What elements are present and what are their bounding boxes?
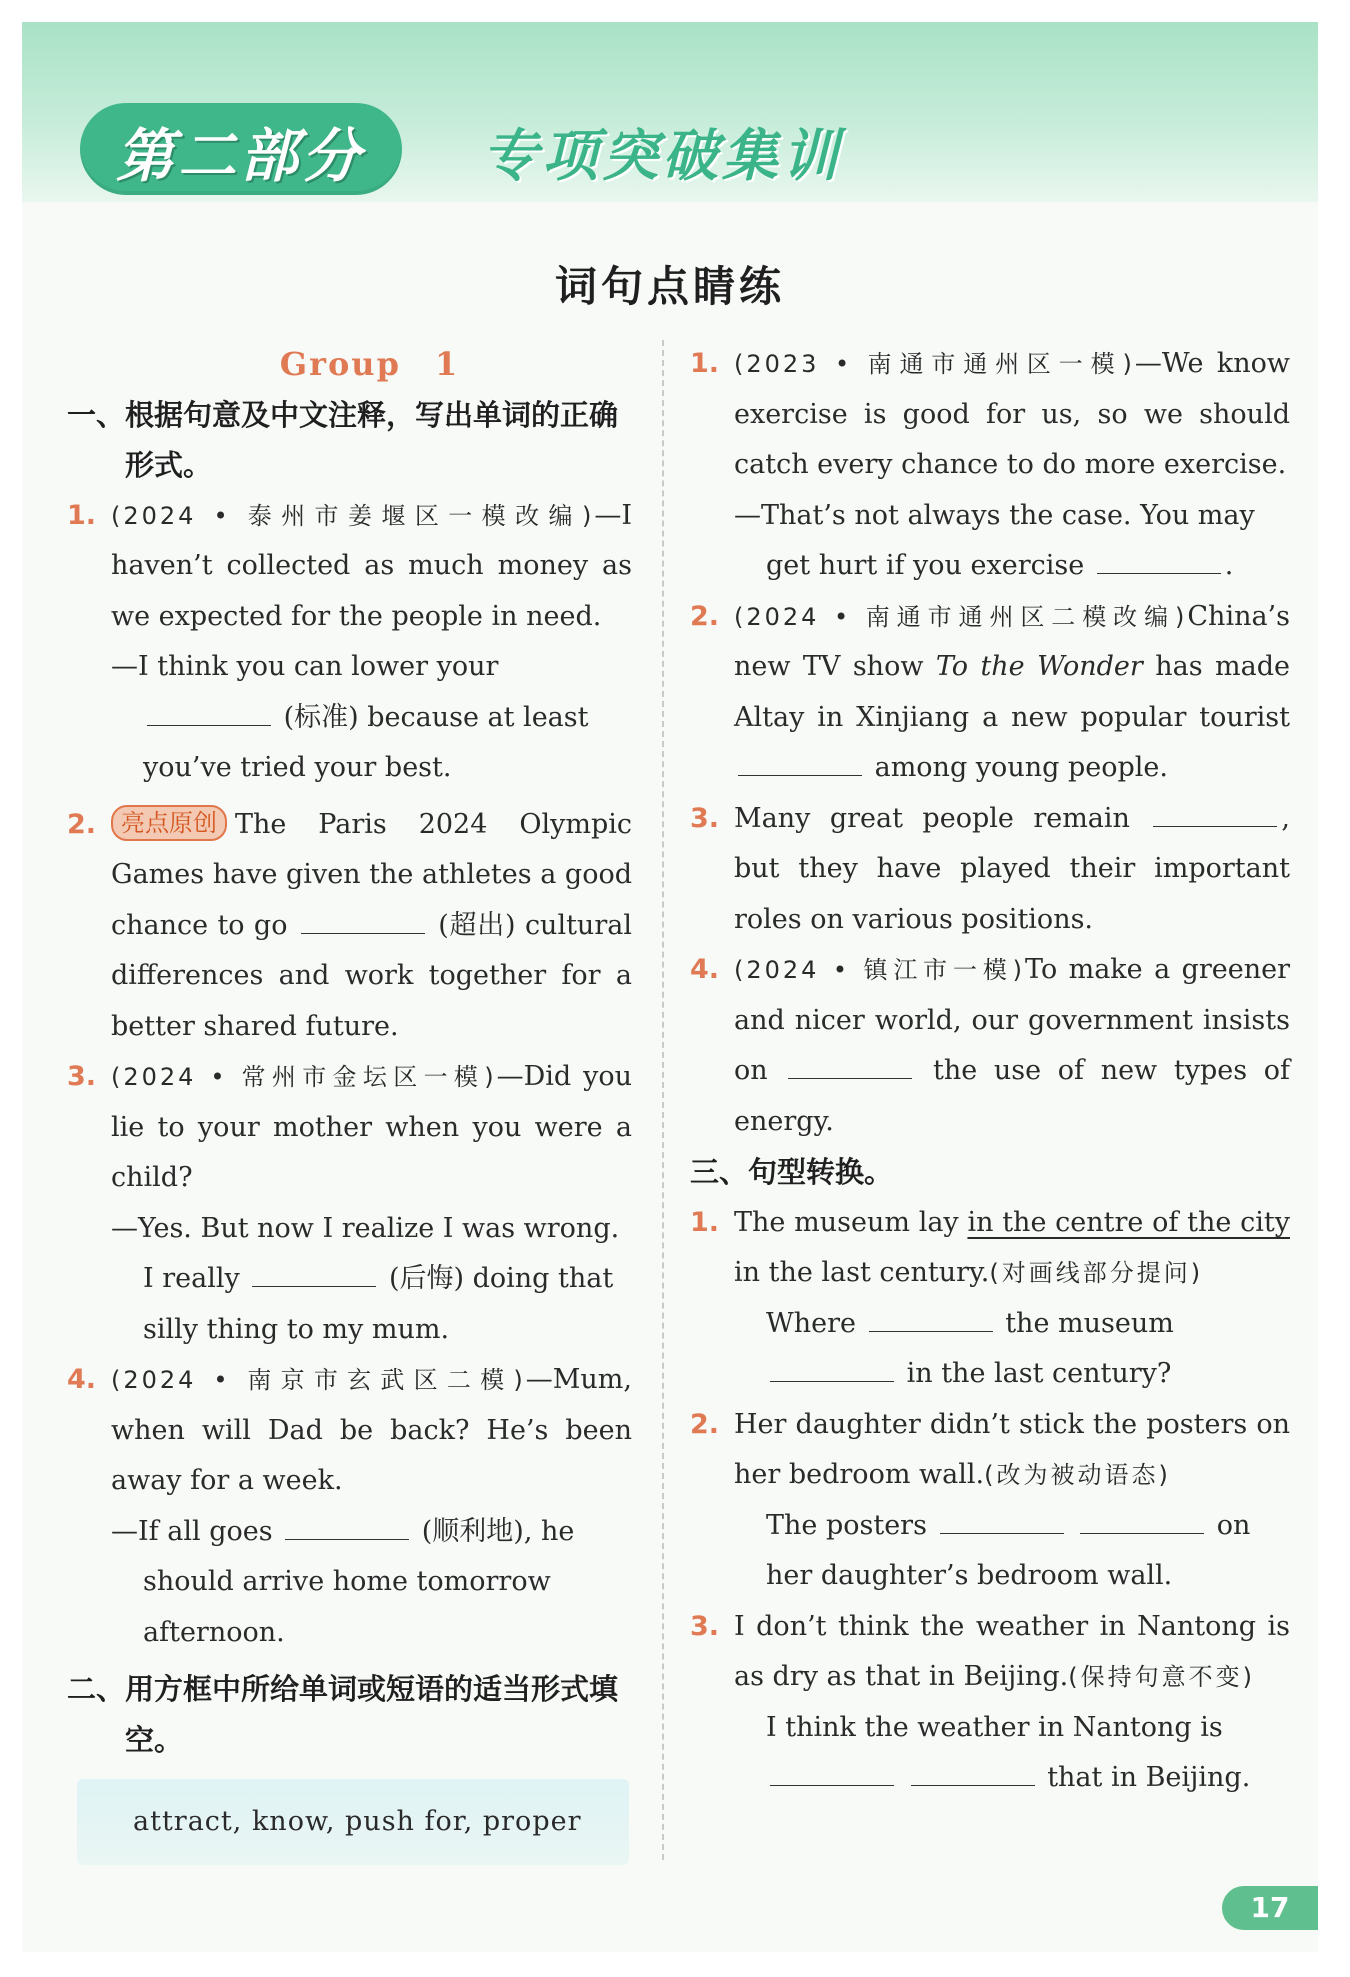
question-text: China’s new TV show (734, 600, 1290, 682)
question-2 (67, 800, 632, 1053)
answer-blank[interactable] (911, 1755, 1035, 1786)
answer-text: (顺利地), he should arrive home tomorrow afternoon. (143, 1515, 575, 1648)
word-box: attract, know, push for, proper (77, 1779, 629, 1865)
answer-text: —Yes. But now I realize I was wrong. I really (111, 1212, 620, 1294)
answer-blank[interactable] (252, 1256, 376, 1287)
question-source: (2023 • 南通市通州区一模) (734, 350, 1135, 378)
question-number: 1. (67, 499, 97, 531)
question-text: The Paris 2024 Olympic Games have given the athletes a good chance to go (111, 808, 632, 941)
answer-line (690, 491, 1290, 592)
answer-blank[interactable] (1080, 1503, 1204, 1534)
answer-blank[interactable] (285, 1509, 409, 1540)
answer-text: I think the weather in Nantong is (766, 1711, 1223, 1743)
answer-text: Where (766, 1307, 857, 1339)
instruction-note: (保持句意不变) (1068, 1663, 1255, 1691)
show-title: To the Wonder (935, 651, 1143, 682)
answer-blank[interactable] (147, 695, 271, 726)
instruction-note: (改为被动语态) (984, 1461, 1171, 1489)
question-text: Her daughter didn’t stick the posters on her bedroom wall. (734, 1408, 1290, 1490)
answer-line (690, 1299, 1290, 1400)
page-number: 17 (1222, 1886, 1318, 1930)
answer-text: in the last century? (906, 1358, 1172, 1389)
question-source: (2024 • 镇江市一模) (734, 956, 1026, 984)
question-4 (67, 1355, 632, 1507)
question-text: among young people. (874, 752, 1168, 783)
answer-text: (后悔) doing that silly thing to my mum. (143, 1263, 614, 1345)
question-number: 4. (67, 1364, 97, 1395)
answer-blank[interactable] (738, 745, 862, 776)
question-text: —We know exercise is good for us, so we should catch every chance to do more exercise. (734, 348, 1291, 480)
question-text: —Mum, when will Dad be back? He’s been away for a week. (111, 1364, 632, 1496)
section-heading-2: 二、用方框中所给单词或短语的适当形式填空。 (67, 1672, 619, 1757)
page-title: 词句点睛练 (554, 262, 785, 311)
part-badge (80, 103, 402, 195)
question-text: To make a greener and nicer world, our government insists on (734, 954, 1290, 1086)
answer-line (690, 1501, 1290, 1602)
question-text: —Did you lie to your mother when you were a child? (111, 1061, 633, 1193)
question-number: 1. (690, 348, 720, 379)
answer-line (690, 1703, 1290, 1804)
question-text: I don’t think the weather in Nantong is as dry as that in Beijing. (734, 1610, 1290, 1692)
question-source: (2024 • 南通市通州区二模改编) (734, 602, 1188, 631)
question-1 (690, 339, 1290, 491)
column-divider (662, 340, 664, 1860)
question-source: (2024 • 泰州市姜堰区一模改编) (111, 501, 595, 530)
transform-3 (690, 1602, 1290, 1703)
answer-blank[interactable] (788, 1048, 912, 1079)
answer-line (67, 1204, 632, 1356)
question-number: 3. (690, 1610, 720, 1642)
answer-text: (标准) because at least you’ve tried your best. (143, 701, 589, 783)
left-column (67, 339, 632, 1865)
question-text: Many great people remain (734, 802, 1130, 834)
transform-1 (690, 1198, 1290, 1299)
answer-text: The posters (766, 1509, 927, 1541)
question-source: (2024 • 南京市玄武区二模) (111, 1366, 526, 1394)
part-label: 第二部分 (116, 122, 365, 190)
answer-text: on her daughter’s bedroom wall. (766, 1509, 1251, 1591)
question-number: 2. (690, 600, 720, 632)
question-3 (67, 1052, 632, 1204)
answer-text: —If all goes (111, 1515, 273, 1547)
underlined-phrase: in the centre of the city (967, 1206, 1290, 1238)
workbook-page (22, 22, 1318, 1952)
answer-blank[interactable] (770, 1351, 894, 1382)
question-text: The museum lay (734, 1206, 959, 1238)
question-text: (超出) cultural differences and work together for a better shared future. (111, 909, 632, 1042)
answer-blank[interactable] (1097, 543, 1221, 574)
answer-text: —That’s not always the case. You may get hurt if you exercise (734, 499, 1255, 581)
original-badge: 亮点原创 (111, 805, 227, 841)
header-banner (22, 22, 1318, 202)
answer-blank[interactable] (940, 1503, 1064, 1534)
question-text: the use of new types of energy. (734, 1055, 1290, 1137)
answer-blank[interactable] (301, 903, 425, 934)
answer-blank[interactable] (869, 1301, 993, 1332)
answer-line (67, 642, 632, 794)
banner-subtitle: 专项突破集训 (482, 124, 842, 189)
question-number: 3. (690, 802, 720, 834)
question-number: 4. (690, 954, 720, 985)
answer-text: —I think you can lower your (111, 651, 499, 682)
question-text: in the last century. (734, 1257, 990, 1288)
answer-line (67, 1507, 632, 1659)
question-number: 2. (690, 1408, 720, 1440)
section-heading-1: 一、根据句意及中文注释，写出单词的正确形式。 (67, 397, 619, 482)
answer-blank[interactable] (770, 1755, 894, 1786)
question-4 (690, 945, 1290, 1147)
answer-text: that in Beijing. (1047, 1762, 1251, 1793)
question-number: 1. (690, 1206, 720, 1238)
transform-2 (690, 1400, 1290, 1501)
instruction-note: (对画线部分提问) (989, 1259, 1204, 1287)
question-text: —I haven’t collected as much money as we expected for the people in need. (111, 499, 632, 632)
section-heading-3: 三、句型转换。 (690, 1155, 894, 1189)
question-number: 2. (67, 808, 97, 840)
question-3 (690, 794, 1290, 946)
answer-text: . (1224, 550, 1234, 581)
group-title: Group 1 (279, 345, 460, 383)
question-text: has made Altay in Xinjiang a new popular tourist (734, 651, 1290, 733)
question-number: 3. (67, 1061, 97, 1092)
question-1 (67, 491, 632, 643)
answer-text: the museum (1005, 1307, 1174, 1339)
question-text: , but they have played their important roles on various positions. (734, 802, 1290, 935)
answer-blank[interactable] (1153, 796, 1277, 827)
right-column (690, 339, 1290, 1804)
question-source: (2024 • 常州市金坛区一模) (111, 1063, 497, 1091)
question-2 (690, 592, 1290, 794)
